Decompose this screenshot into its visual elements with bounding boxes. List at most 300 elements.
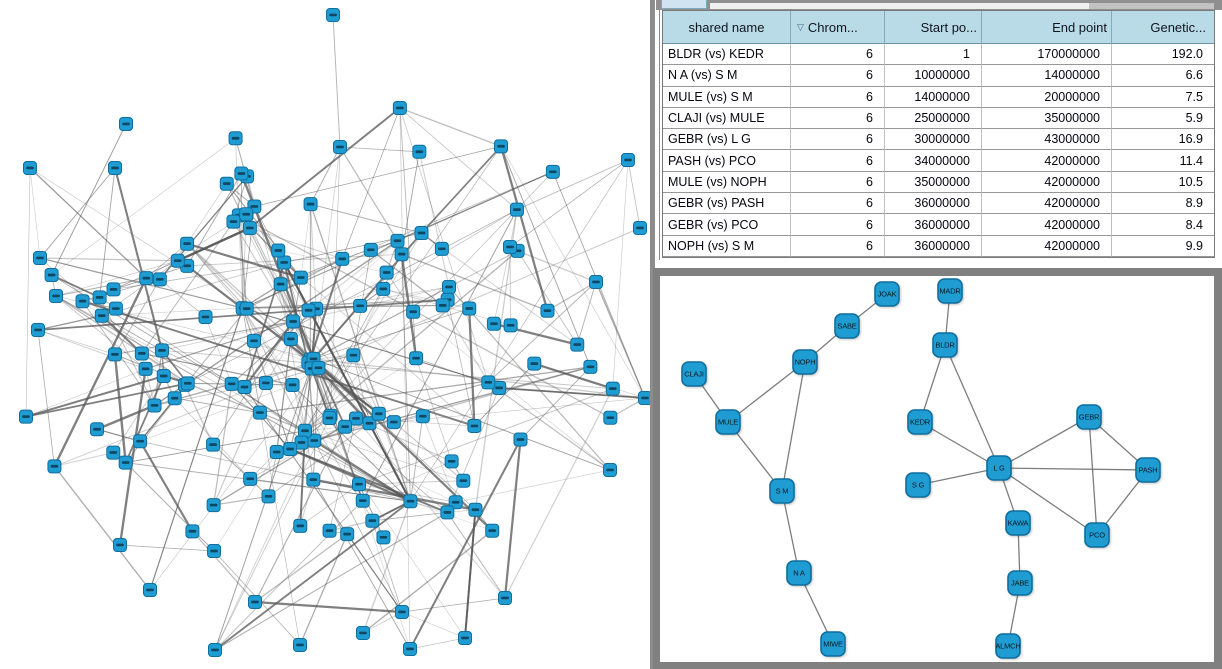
graph-node[interactable] <box>504 319 517 332</box>
edge-table-cell[interactable]: PASH (vs) PCO <box>663 150 791 171</box>
edge-table-cell[interactable]: 36000000 <box>885 236 982 257</box>
edge-table-cell[interactable]: 6 <box>791 108 885 129</box>
graph-edge <box>54 466 150 590</box>
node-label <box>246 477 254 480</box>
node-label <box>419 415 427 418</box>
edge-table-row[interactable] <box>663 150 1214 171</box>
graph-node[interactable] <box>148 399 161 412</box>
column-header-label: Genetic... <box>1150 19 1206 35</box>
graph-node[interactable] <box>312 361 325 374</box>
graph-node[interactable] <box>93 291 106 304</box>
graph-node[interactable] <box>1085 523 1109 547</box>
graph-node[interactable] <box>906 473 930 497</box>
edge-table-cell[interactable]: 11.4 <box>1112 150 1214 171</box>
node-label <box>228 382 236 385</box>
graph-node[interactable] <box>787 561 811 585</box>
graph-edge <box>38 330 54 466</box>
graph-node[interactable] <box>209 644 222 657</box>
graph-node[interactable] <box>294 639 307 652</box>
graph-node[interactable] <box>364 243 377 256</box>
graph-node[interactable] <box>278 256 291 269</box>
graph-node[interactable] <box>114 539 127 552</box>
graph-edge <box>501 146 645 398</box>
graph-node[interactable] <box>486 524 499 537</box>
node-label <box>310 358 318 361</box>
graph-node[interactable] <box>407 305 420 318</box>
graph-node[interactable] <box>249 596 262 609</box>
horizontal-scrollbar-track[interactable] <box>710 3 1089 9</box>
node-label <box>202 316 210 319</box>
graph-node[interactable] <box>45 269 58 282</box>
node-label <box>241 386 249 389</box>
graph-node[interactable] <box>91 423 104 436</box>
graph-node[interactable] <box>153 273 166 286</box>
horizontal-scrollbar-thumb[interactable] <box>1089 3 1214 9</box>
edge-table-cell[interactable]: 170000000 <box>982 44 1112 65</box>
node-label <box>396 107 404 110</box>
node-label: PASH <box>1138 465 1158 475</box>
graph-node[interactable] <box>253 406 266 419</box>
graph-node[interactable] <box>995 634 1020 658</box>
graph-node[interactable] <box>415 227 428 240</box>
graph-node[interactable] <box>225 377 238 390</box>
edge-table-cell[interactable]: 42000000 <box>982 236 1112 257</box>
graph-node[interactable] <box>299 424 312 437</box>
graph-node[interactable] <box>208 545 221 558</box>
edge-table-row[interactable] <box>663 87 1214 108</box>
graph-edge <box>333 15 340 147</box>
graph-node[interactable] <box>622 154 635 167</box>
graph-node[interactable] <box>875 282 899 306</box>
node-label <box>624 159 632 162</box>
graph-edge <box>402 598 505 612</box>
edge-table-cell[interactable]: 42000000 <box>982 193 1112 214</box>
graph-node[interactable] <box>199 311 212 324</box>
graph-node[interactable] <box>284 443 297 456</box>
edge-table-row[interactable] <box>663 236 1214 257</box>
edge-table-cell[interactable]: 5.9 <box>1112 108 1214 129</box>
graph-node[interactable] <box>323 412 336 425</box>
column-header-label: shared name <box>688 19 765 35</box>
edge-table-cell[interactable]: MULE (vs) NOPH <box>663 172 791 193</box>
graph-node[interactable] <box>238 381 251 394</box>
graph-node[interactable] <box>347 349 360 362</box>
column-header-start-position[interactable] <box>885 11 982 44</box>
network-overview-panel <box>653 268 1222 669</box>
graph-node[interactable] <box>144 584 157 597</box>
graph-node[interactable] <box>287 315 300 328</box>
graph-edge <box>422 146 501 233</box>
edge-table-cell[interactable]: 30000000 <box>885 129 982 150</box>
node-label <box>438 247 446 250</box>
graph-node[interactable] <box>304 198 317 211</box>
edge-table-cell[interactable]: 42000000 <box>982 214 1112 235</box>
graph-node[interactable] <box>109 162 122 175</box>
edge-table-cell[interactable]: 6 <box>791 65 885 86</box>
graph-node[interactable] <box>377 282 390 295</box>
column-header-chromosome[interactable] <box>791 11 885 44</box>
edge-table-cell[interactable]: 20000000 <box>982 87 1112 108</box>
graph-node[interactable] <box>770 479 794 503</box>
graph-node[interactable] <box>546 165 559 178</box>
edge-table-row[interactable] <box>663 44 1214 65</box>
graph-edge <box>340 147 398 241</box>
graph-node[interactable] <box>908 410 932 434</box>
graph-node[interactable] <box>413 145 426 158</box>
graph-node[interactable] <box>443 280 456 293</box>
edge-table-cell[interactable]: CLAJI (vs) MULE <box>663 108 791 129</box>
node-label <box>471 425 479 428</box>
node-label <box>48 274 56 277</box>
graph-edge <box>410 440 521 649</box>
graph-node[interactable] <box>20 410 33 423</box>
graph-node[interactable] <box>336 252 349 265</box>
edge-table-cell[interactable]: 36000000 <box>885 193 982 214</box>
node-label <box>142 368 150 371</box>
column-header-label: Start po... <box>920 19 977 35</box>
graph-node[interactable] <box>168 392 181 405</box>
graph-node[interactable] <box>1077 405 1101 429</box>
node-label <box>531 362 539 365</box>
table-left-border-line <box>659 8 660 260</box>
node-label <box>488 529 496 532</box>
graph-node[interactable] <box>76 295 89 308</box>
graph-node[interactable] <box>240 208 253 221</box>
edge-table-cell[interactable]: 25000000 <box>885 108 982 129</box>
edge-table-row[interactable] <box>663 65 1214 86</box>
edge-table-cell[interactable]: GEBR (vs) L G <box>663 129 791 150</box>
node-label <box>507 324 515 327</box>
network-overview-canvas[interactable] <box>660 276 1214 662</box>
graph-node[interactable] <box>590 276 603 289</box>
edge-table-cell[interactable]: 6 <box>791 87 885 108</box>
node-label <box>93 428 101 431</box>
graph-node[interactable] <box>307 473 320 486</box>
edge-table-cell[interactable]: 6 <box>791 44 885 65</box>
node-label <box>274 249 282 252</box>
edge-table-cell[interactable]: 1 <box>885 44 982 65</box>
edge-table-cell[interactable]: NOPH (vs) S M <box>663 236 791 257</box>
edge-table-cell[interactable]: 35000000 <box>885 172 982 193</box>
node-label <box>297 276 305 279</box>
node-label <box>379 288 387 291</box>
graph-node[interactable] <box>34 252 47 265</box>
edge-table-cell[interactable]: 192.0 <box>1112 44 1214 65</box>
graph-node[interactable] <box>510 203 523 216</box>
graph-node[interactable] <box>240 302 253 315</box>
edge-table-cell[interactable]: 34000000 <box>885 150 982 171</box>
graph-node[interactable] <box>352 478 365 491</box>
graph-node[interactable] <box>482 376 495 389</box>
node-label <box>174 259 182 262</box>
edge-table-cell[interactable]: 6 <box>791 214 885 235</box>
graph-node[interactable] <box>50 290 63 303</box>
graph-node[interactable] <box>393 102 406 115</box>
graph-node[interactable] <box>604 464 617 477</box>
graph-node[interactable] <box>327 9 340 22</box>
graph-node[interactable] <box>821 632 845 656</box>
graph-node[interactable] <box>395 248 408 261</box>
node-label: MIWE <box>823 639 843 649</box>
node-label <box>184 382 192 385</box>
graph-node[interactable] <box>157 370 170 383</box>
graph-node[interactable] <box>48 460 61 473</box>
node-label <box>111 167 119 170</box>
graph-node[interactable] <box>171 254 184 267</box>
node-label: MULE <box>717 417 739 427</box>
node-label <box>329 14 337 17</box>
node-label <box>439 304 447 307</box>
graph-node[interactable] <box>108 348 121 361</box>
node-label <box>326 529 334 532</box>
graph-node[interactable] <box>274 278 287 291</box>
graph-node[interactable] <box>1006 511 1030 535</box>
graph-node[interactable] <box>469 503 482 516</box>
graph-node[interactable] <box>341 528 354 541</box>
node-label <box>51 465 59 468</box>
graph-node[interactable] <box>487 317 500 330</box>
graph-node[interactable] <box>457 474 470 487</box>
node-label <box>142 277 150 280</box>
node-label <box>641 397 649 400</box>
graph-node[interactable] <box>682 362 706 386</box>
edge-table-cell[interactable]: 35000000 <box>982 108 1112 129</box>
graph-node[interactable] <box>243 221 256 234</box>
node-label: ALMCH <box>995 641 1021 651</box>
edge-table-row[interactable] <box>663 108 1214 129</box>
edge-table-cell[interactable]: 8.9 <box>1112 193 1214 214</box>
graph-node[interactable] <box>259 377 272 390</box>
graph-node[interactable] <box>468 419 481 432</box>
edge-table-cell[interactable]: 14000000 <box>885 87 982 108</box>
edge-table-cell[interactable]: 10000000 <box>885 65 982 86</box>
graph-node[interactable] <box>634 222 647 235</box>
edge-table-cell[interactable]: GEBR (vs) PCO <box>663 214 791 235</box>
graph-node[interactable] <box>639 392 651 405</box>
graph-node[interactable] <box>107 283 120 296</box>
graph-node[interactable] <box>404 495 417 508</box>
node-label <box>122 123 130 126</box>
table-tab-fragment[interactable] <box>661 0 707 9</box>
graph-node[interactable] <box>227 215 240 228</box>
graph-node[interactable] <box>356 494 369 507</box>
node-label <box>444 511 452 514</box>
graph-node[interactable] <box>207 438 220 451</box>
graph-node[interactable] <box>357 627 370 640</box>
edge-table-cell[interactable]: 6 <box>791 236 885 257</box>
graph-node[interactable] <box>339 420 352 433</box>
graph-node[interactable] <box>284 332 297 345</box>
graph-node[interactable] <box>387 416 400 429</box>
graph-node[interactable] <box>207 499 220 512</box>
edge-table-cell[interactable]: 14000000 <box>982 65 1112 86</box>
column-header-genetic[interactable] <box>1112 11 1214 44</box>
graph-node[interactable] <box>95 309 108 322</box>
graph-node[interactable] <box>181 237 194 250</box>
graph-node[interactable] <box>377 531 390 544</box>
graph-node[interactable] <box>435 242 448 255</box>
graph-node[interactable] <box>604 411 617 424</box>
edge-table-cell[interactable]: 36000000 <box>885 214 982 235</box>
node-label <box>367 248 375 251</box>
graph-edge <box>311 204 422 233</box>
graph-node[interactable] <box>514 433 527 446</box>
graph-node[interactable] <box>391 234 404 247</box>
graph-node[interactable] <box>294 519 307 532</box>
node-label <box>587 365 595 368</box>
graph-node[interactable] <box>135 347 148 360</box>
graph-edge <box>254 146 501 206</box>
graph-node[interactable] <box>404 643 417 656</box>
sub-network-svg[interactable] <box>660 276 1214 662</box>
node-label <box>418 232 426 235</box>
node-label <box>22 415 30 418</box>
column-header-shared-name[interactable] <box>663 11 791 44</box>
graph-node[interactable] <box>504 241 517 254</box>
edge-table-cell[interactable]: MULE (vs) S M <box>663 87 791 108</box>
edge-table-cell[interactable]: 6.6 <box>1112 65 1214 86</box>
node-label <box>359 632 367 635</box>
node-label <box>251 601 259 604</box>
node-label <box>160 375 168 378</box>
graph-node[interactable] <box>244 472 257 485</box>
graph-node[interactable] <box>286 378 299 391</box>
column-header-end-point[interactable] <box>982 11 1112 44</box>
graph-node[interactable] <box>938 279 962 303</box>
node-label <box>513 208 521 211</box>
node-label <box>296 644 304 647</box>
graph-node[interactable] <box>262 490 275 503</box>
graph-node[interactable] <box>109 302 122 315</box>
edge-table-row[interactable] <box>663 214 1214 235</box>
edge-table-cell[interactable]: N A (vs) S M <box>663 65 791 86</box>
graph-node[interactable] <box>134 435 147 448</box>
edge-table-cell[interactable]: BLDR (vs) KEDR <box>663 44 791 65</box>
graph-node[interactable] <box>334 141 347 154</box>
graph-edge <box>100 168 115 297</box>
graph-node[interactable] <box>155 344 168 357</box>
graph-node[interactable] <box>181 377 194 390</box>
column-header-label: Chrom... <box>807 19 858 35</box>
graph-node[interactable] <box>835 314 859 338</box>
edge-table-cell[interactable]: 6 <box>791 150 885 171</box>
graph-edge <box>250 108 400 228</box>
graph-node[interactable] <box>107 446 120 459</box>
node-label <box>326 417 334 420</box>
edge-table-cell[interactable]: 6 <box>791 172 885 193</box>
graph-node[interactable] <box>220 177 233 190</box>
node-label: PCO <box>1089 530 1105 540</box>
graph-node[interactable] <box>416 410 429 423</box>
node-label <box>452 501 460 504</box>
graph-node[interactable] <box>584 360 597 373</box>
graph-node[interactable] <box>528 357 541 370</box>
graph-edge <box>26 168 30 417</box>
graph-node[interactable] <box>139 362 152 375</box>
edge-table-cell[interactable]: GEBR (vs) PASH <box>663 193 791 214</box>
node-label <box>52 295 60 298</box>
node-label <box>277 283 285 286</box>
graph-node[interactable] <box>436 299 449 312</box>
graph-node[interactable] <box>396 606 409 619</box>
graph-node[interactable] <box>1008 571 1032 595</box>
graph-node[interactable] <box>294 271 307 284</box>
graph-node[interactable] <box>120 118 133 131</box>
node-label <box>138 352 146 355</box>
graph-edge <box>187 184 227 244</box>
node-label <box>156 278 164 281</box>
node-label <box>301 429 309 432</box>
graph-node[interactable] <box>463 302 476 315</box>
edge-table-row[interactable] <box>663 129 1214 150</box>
node-label <box>501 597 509 600</box>
node-label <box>136 440 144 443</box>
graph-node[interactable] <box>495 140 508 153</box>
edge-table-cell[interactable]: 8.4 <box>1112 214 1214 235</box>
graph-node[interactable] <box>24 162 37 175</box>
edge-table-cell[interactable]: 6 <box>791 193 885 214</box>
node-label <box>341 425 349 428</box>
graph-node[interactable] <box>541 304 554 317</box>
edge-table-cell[interactable]: 42000000 <box>982 172 1112 193</box>
graph-node[interactable] <box>32 324 45 337</box>
graph-node[interactable] <box>235 167 248 180</box>
graph-node[interactable] <box>186 525 199 538</box>
edge-table-cell[interactable]: 9.9 <box>1112 236 1214 257</box>
graph-node[interactable] <box>354 299 367 312</box>
edge-table-cell[interactable]: 6 <box>791 129 885 150</box>
node-label <box>116 544 124 547</box>
edge-table-cell[interactable]: 43000000 <box>982 129 1112 150</box>
node-label <box>112 307 120 310</box>
graph-node[interactable] <box>571 338 584 351</box>
graph-node[interactable] <box>366 514 379 527</box>
edge-table-cell[interactable]: 10.5 <box>1112 172 1214 193</box>
graph-node[interactable] <box>445 455 458 468</box>
graph-node[interactable] <box>1136 458 1160 482</box>
node-label <box>265 495 273 498</box>
graph-node[interactable] <box>987 456 1011 480</box>
graph-node[interactable] <box>441 506 454 519</box>
edge-table-cell[interactable]: 16.9 <box>1112 129 1214 150</box>
node-label <box>230 220 238 223</box>
edge-table-cell[interactable]: 42000000 <box>982 150 1112 171</box>
edge-table-row[interactable] <box>663 172 1214 193</box>
graph-node[interactable] <box>323 524 336 537</box>
graph-node[interactable] <box>247 334 260 347</box>
node-label <box>210 550 218 553</box>
graph-node[interactable] <box>380 266 393 279</box>
graph-node[interactable] <box>140 272 153 285</box>
graph-node[interactable] <box>302 304 315 317</box>
graph-node[interactable] <box>606 382 619 395</box>
graph-node[interactable] <box>270 446 283 459</box>
graph-node[interactable] <box>459 632 472 645</box>
edge-table-row[interactable] <box>663 193 1214 214</box>
graph-node[interactable] <box>933 333 957 357</box>
graph-node[interactable] <box>793 350 817 374</box>
graph-node[interactable] <box>272 244 285 257</box>
graph-node[interactable] <box>499 592 512 605</box>
node-label <box>238 172 246 175</box>
graph-edge <box>410 638 465 649</box>
graph-node[interactable] <box>372 407 385 420</box>
graph-node[interactable] <box>716 410 740 434</box>
edge-table-cell[interactable]: 7.5 <box>1112 87 1214 108</box>
graph-node[interactable] <box>229 132 242 145</box>
graph-node[interactable] <box>119 456 132 469</box>
graph-node[interactable] <box>410 352 423 365</box>
